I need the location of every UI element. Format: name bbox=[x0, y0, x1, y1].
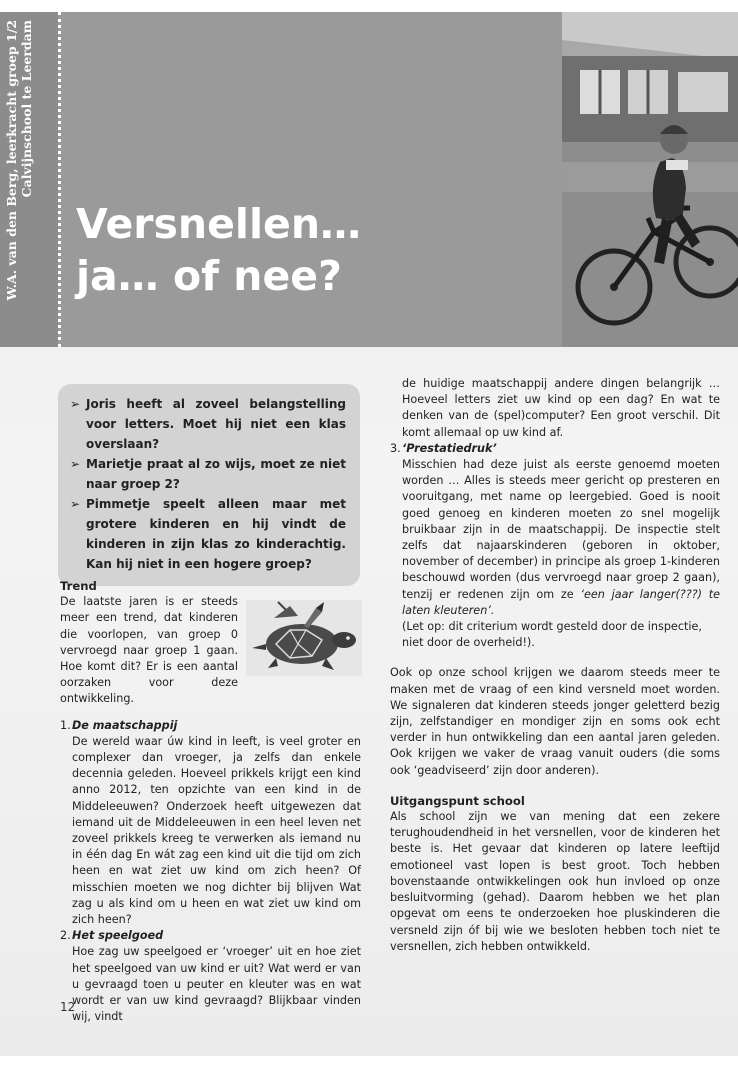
author-name: W.A. van den Berg, leerkracht groep 1/2 bbox=[4, 20, 19, 301]
item-title-text: De maatschappij bbox=[72, 718, 178, 732]
cause-item-3-text: Misschien had deze juist als eerste genoemd moeten worden … Alles is steeds meer gericht op presteren en vooruitgang, met name op leergebied. Goed is nooit goed genoeg en kinderen moeten zo snel mogelijk bruikbaar zijn in de maatschappij. De inspectie stelt zelfs dat najaarskinderen (geboren in oktober, november of december) in principe als groep 1-kinderen beschouwd worden (dus vervroegd naar groep 2 gaan), tenzij er redenen zijn om ze bbox=[402, 458, 720, 601]
cause-item-3-title bbox=[390, 441, 720, 457]
header-band bbox=[0, 12, 738, 347]
page-number: 12 bbox=[60, 1000, 76, 1014]
arrow-bullet-icon: ➢ bbox=[70, 497, 81, 511]
callout-item bbox=[70, 394, 346, 454]
callout-item-text: Pimmetje speelt alleen maar met grotere kinderen en hij vindt de kinderen in zijn klas zo kinderachtig. Kan hij niet in een hogere groep? bbox=[86, 497, 346, 571]
callout-item-text: Marietje praat al zo wijs, moet ze niet naar groep 2? bbox=[86, 457, 346, 491]
callout-item bbox=[70, 494, 346, 574]
item-title-text: ‘Prestatiedruk’ bbox=[402, 441, 497, 455]
item-number: 1. bbox=[60, 718, 71, 732]
cause-item-2 bbox=[60, 928, 361, 1025]
trend-heading: Trend bbox=[60, 579, 97, 593]
title-line-1: Versnellen… bbox=[76, 200, 362, 248]
uitgangspunt-heading: Uitgangspunt school bbox=[390, 793, 525, 808]
callout-item bbox=[70, 454, 346, 494]
cause-item-1-title bbox=[60, 718, 361, 734]
cause-item-1-body: De wereld waar úw kind in leeft, is veel groter en complexer dan vroeger, ja zelfs dan enkele decennia geleden. Hoeveel prikkels krijgt een kind anno 2012, ten opzichte van een kind in de Middeleeuwen? Onderzoek heeft uitgewezen dat iemand uit de Middeleeuwen in een heel leven net zoveel prikkels kreeg te verwerken als iemand nu in één dag En wát zag een kind uit die tijd om zich heen en wat ziet uw kind om zich heen? Of misschien moeten we nog dichter bij blijven Wat zag u als kind om u heen en wat ziet uw kind om zich heen? bbox=[72, 734, 361, 927]
callout-box bbox=[58, 384, 360, 586]
item-number: 2. bbox=[60, 929, 71, 943]
trend-body: De laatste jaren is er steeds meer een trend, dat kinderen die voorlopen, van groep 0 vervroegd naar groep 1 gaan. Hoe komt dit? Er is een aantal oorzaken voor deze ontwikkeling. bbox=[60, 595, 238, 706]
dotted-divider bbox=[58, 12, 61, 347]
school-paragraph: Ook op onze school krijgen we daarom steeds meer te maken met de vraag of een kind versneld moet worden. We signaleren dat kinderen steeds jonger geletterd bezig zijn, zelfstandiger en mondiger zijn en soms ook echt verder in hun ontwikkeling dan een aantal jaren geleden. Ook krijgen we vaker de vraag vanuit ouders (die soms ook ‘geadviseerd’ zijn door anderen). bbox=[390, 666, 720, 777]
cause-item-1 bbox=[60, 718, 361, 929]
item-number: 3. bbox=[390, 441, 401, 455]
cause-item-2-title bbox=[60, 928, 361, 944]
cause-item-3-body bbox=[390, 457, 720, 619]
cause-item-2-body: Hoe zag uw speelgoed er ‘vroeger’ uit en hoe ziet het speelgoed van uw kind er uit? Wat werd er van u gevraagd toen u peuter en kleuter was en wat wordt er van uw kind gevraagd? Blijkbaar vinden wij, vindt bbox=[72, 945, 361, 1024]
author-credit bbox=[4, 20, 54, 330]
turtle-rocket-illustration bbox=[246, 600, 362, 676]
page-title bbox=[76, 198, 376, 302]
right-column bbox=[390, 376, 720, 955]
magazine-page bbox=[0, 12, 738, 1056]
callout-list bbox=[70, 394, 346, 574]
callout-item-text: Joris heeft al zoveel belangstelling voor letters. Moet hij niet een klas overslaan? bbox=[86, 397, 346, 451]
arrow-bullet-icon: ➢ bbox=[70, 457, 81, 471]
cause-item-3-quote: ‘een jaar langer(???) te laten kleuteren’. bbox=[402, 587, 721, 617]
cause-item-3-note: (Let op: dit criterium wordt gesteld door de inspectie, niet door de overheid!). bbox=[402, 620, 702, 650]
title-line-2: ja… of nee? bbox=[76, 252, 342, 300]
trend-section bbox=[60, 578, 361, 708]
item-title-text: Het speelgoed bbox=[72, 929, 164, 943]
left-column bbox=[60, 578, 361, 1025]
cause-item-2-continuation: de huidige maatschappij andere dingen belangrijk … Hoeveel letters ziet uw kind op een dag? En wat te denken van de (spel)computer? Een groot verschil. Dit komt allemaal op uw kind af. bbox=[402, 377, 720, 439]
arrow-bullet-icon: ➢ bbox=[70, 397, 81, 411]
author-school: Calvijnschool te Leerdam bbox=[19, 20, 34, 198]
uitgangspunt-body: Als school zijn we van mening dat een zekere terughoudendheid in het versnellen, voor de kinderen het beste is. Het gevaar dat kinderen op latere leeftijd emotioneel vast lopen is best groot. Toch hebben bovenstaande ontwikkelingen ook hun invloed op onze besluitvorming (gehad). Daarom hebben we het plan opgevat om eens te onderzoeken hoe pluskinderen die versneld zijn óf bij wie we besloten hebben toch niet te versnellen, zich hebben ontwikkeld. bbox=[390, 810, 720, 953]
photo-boy-on-bicycle bbox=[562, 12, 738, 347]
